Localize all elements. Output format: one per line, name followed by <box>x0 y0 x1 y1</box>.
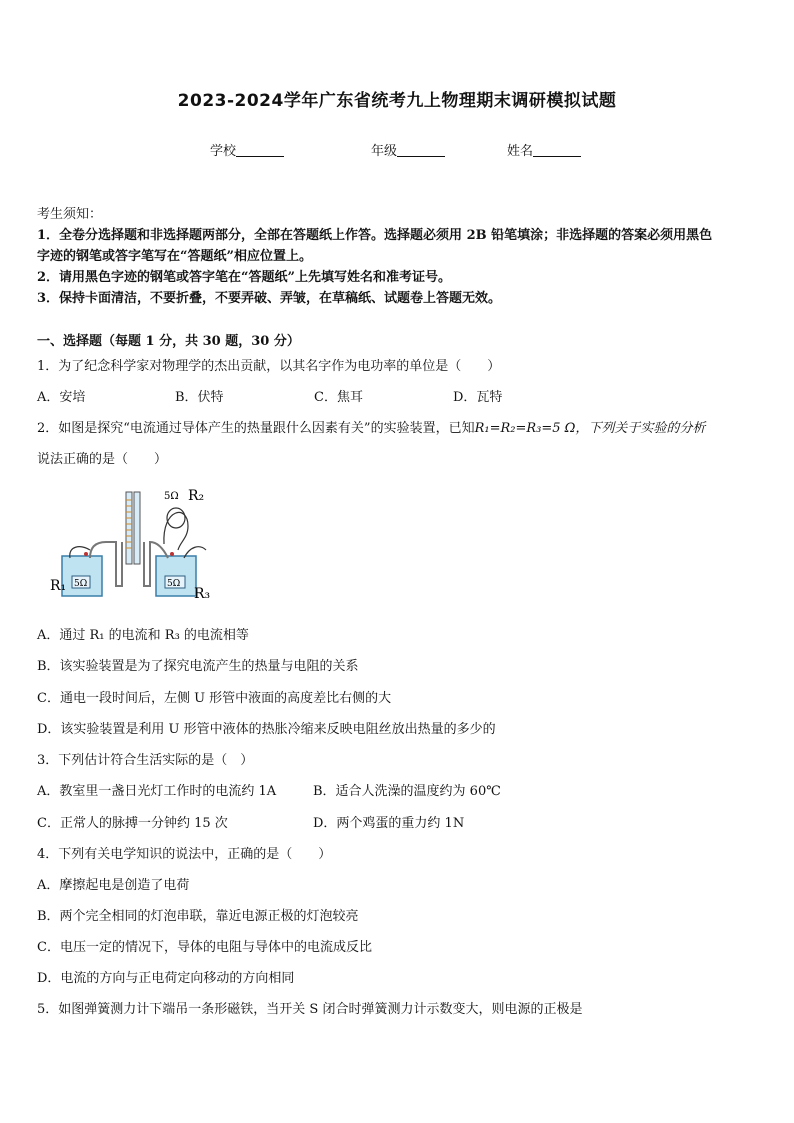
q3-option-b[interactable]: B．适合人洗澡的温度约为 60℃ <box>313 784 501 799</box>
q2-option-a[interactable]: A．通过 R₁ 的电流和 R₃ 的电流相等 <box>37 628 249 643</box>
q4-option-b[interactable]: B．两个完全相同的灯泡串联，靠近电源正极的灯泡较亮 <box>37 909 359 924</box>
q5-stem: 5．如图弹簧测力计下端吊一条形磁铁，当开关 S 闭合时弹簧测力计示数变大，则电源的正极是 <box>37 1002 583 1017</box>
notice-item: 3．保持卡面清洁，不要折叠，不要弄破、弄皱，在草稿纸、试题卷上答题无效。 <box>37 291 502 306</box>
u-tube-left-arm <box>126 492 132 564</box>
page-title: 2023-2024学年广东省统考九上物理期末调研模拟试题 <box>177 91 617 111</box>
q2-option-b[interactable]: B．该实验装置是为了探究电流产生的热量与电阻的关系 <box>37 659 359 674</box>
q1-option-b[interactable]: B．伏特 <box>175 390 224 405</box>
r1-ohm-label: 5Ω <box>74 579 88 589</box>
school-field <box>210 140 284 159</box>
q2-figure <box>50 486 220 606</box>
r2-label: R₂ <box>188 488 205 504</box>
grade-blank[interactable] <box>397 144 445 157</box>
q4-option-d[interactable]: D．电流的方向与正电荷定向移动的方向相同 <box>37 971 295 986</box>
q4-option-a[interactable]: A．摩擦起电是创造了电荷 <box>37 878 190 893</box>
q1-option-a[interactable]: A．安培 <box>37 390 86 405</box>
q3-option-c[interactable]: C．正常人的脉搏一分钟约 15 次 <box>37 816 228 831</box>
q1-option-d[interactable]: D．瓦特 <box>453 390 503 405</box>
r1-label: R₁ <box>50 578 67 594</box>
name-blank[interactable] <box>533 144 581 157</box>
q2-option-d[interactable]: D．该实验装置是利用 U 形管中液体的热胀冷缩来反映电阻丝放出热量的多少的 <box>37 722 496 737</box>
notice-heading: 考生须知： <box>37 207 103 222</box>
notice-item: 字迹的钢笔或答字笔写在“答题纸”相应位置上。 <box>37 249 312 264</box>
u-tube-right-arm <box>134 492 140 564</box>
notice-item: 2．请用黑色字迹的钢笔或答字笔在“答题纸”上先填写姓名和准考证号。 <box>37 270 452 285</box>
notice-item: 1．全卷分选择题和非选择题两部分，全部在答题纸上作答。选择题必须用 2B 铅笔填涂；非选择题的答案必须用黑色 <box>37 228 713 243</box>
q2-stem: 2．如图是探究“电流通过导体产生的热量跟什么因素有关”的实验装置，已知R₁=R₂=R₃=5 Ω，下列关于实验的分析 <box>37 421 706 436</box>
terminal <box>84 552 88 556</box>
name-field <box>507 140 581 159</box>
school-label: 学校 <box>210 144 237 159</box>
r3-label: R₃ <box>194 586 211 602</box>
q3-option-d[interactable]: D．两个鸡蛋的重力约 1N <box>313 816 465 831</box>
q4-stem: 4．下列有关电学知识的说法中，正确的是（ ） <box>37 847 332 862</box>
section-heading: 一、选择题（每题 1 分，共 30 题，30 分） <box>37 334 300 349</box>
r2-ohm-label: 5Ω <box>164 491 179 502</box>
grade-label: 年级 <box>371 144 398 159</box>
q2-stem-cont: 说法正确的是（ ） <box>37 452 168 467</box>
q3-stem: 3．下列估计符合生活实际的是（ ） <box>37 753 254 768</box>
q1-option-c[interactable]: C．焦耳 <box>314 390 363 405</box>
q4-option-c[interactable]: C．电压一定的情况下，导体的电阻与导体中的电流成反比 <box>37 940 372 955</box>
school-blank[interactable] <box>236 144 284 157</box>
q2-option-c[interactable]: C．通电一段时间后，左侧 U 形管中液面的高度差比右侧的大 <box>37 691 392 706</box>
terminal <box>170 552 174 556</box>
r3-ohm-label: 5Ω <box>167 579 181 589</box>
q3-option-a[interactable]: A．教室里一盏日光灯工作时的电流约 1A <box>37 784 277 799</box>
q1-stem: 1．为了纪念科学家对物理学的杰出贡献，以其名字作为电功率的单位是（ ） <box>37 359 501 374</box>
name-label: 姓名 <box>507 144 534 159</box>
grade-field <box>371 140 445 159</box>
